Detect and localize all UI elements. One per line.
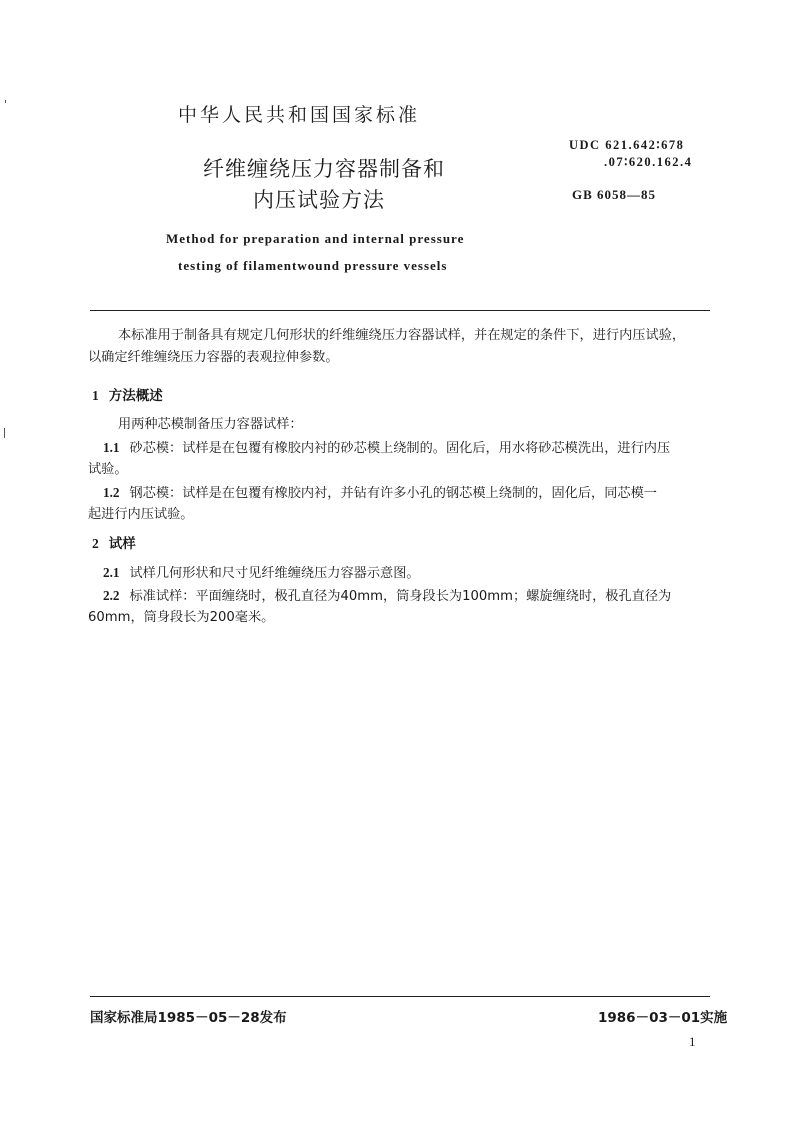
effective-date: 1986－03－01实施 bbox=[598, 1010, 728, 1026]
section-2-heading bbox=[92, 532, 136, 552]
item-1-2-line1 bbox=[103, 481, 657, 505]
section-1-lead: 用两种芯模制备压力容器试样： bbox=[118, 417, 303, 432]
page-number: 1 bbox=[689, 1034, 696, 1049]
item-1-1-line1 bbox=[103, 436, 670, 460]
intro-paragraph-line2: 以确定纤维缠绕压力容器的表观拉伸参数。 bbox=[88, 350, 339, 365]
item-1-2-text: 钢芯模：试样是在包覆有橡胶内衬，并钻有许多小孔的钢芯模上绕制的，固化后，同芯模一 bbox=[129, 486, 657, 501]
section-1-heading bbox=[92, 384, 163, 404]
intro-paragraph-line1: 本标准用于制备具有规定几何形状的纤维缠绕压力容器试样，并在规定的条件下，进行内压试验， bbox=[118, 328, 686, 343]
item-2-2-text: 标准试样：平面缠绕时，极孔直径为40mm，筒身段长为100mm；螺旋缠绕时，极孔直径为 bbox=[129, 589, 672, 604]
issue-date: 国家标准局1985－05－28发布 bbox=[90, 1010, 287, 1026]
item-2-1-line1 bbox=[103, 561, 420, 585]
footer-divider bbox=[90, 996, 710, 997]
english-title-line1: Method for preparation and internal pressure bbox=[166, 231, 465, 246]
document-title-line2: 内压试验方法 bbox=[253, 188, 385, 212]
gb-standard-number: GB 6058—85 bbox=[572, 187, 657, 202]
section-1-title: 方法概述 bbox=[108, 388, 163, 404]
item-1-2-number: 1.2 bbox=[103, 485, 120, 500]
udc-code-line1: UDC 621.642∶678 bbox=[569, 138, 685, 152]
item-2-1-number: 2.1 bbox=[103, 565, 120, 580]
item-2-2-line1 bbox=[103, 584, 671, 608]
section-2-title: 试样 bbox=[108, 536, 136, 552]
english-title-line2: testing of filamentwound pressure vessels bbox=[178, 258, 448, 273]
item-2-1-text: 试样几何形状和尺寸见纤维缠绕压力容器示意图。 bbox=[129, 566, 420, 581]
section-1-number: 1 bbox=[92, 388, 99, 403]
item-1-2-line2: 起进行内压试验。 bbox=[88, 507, 194, 522]
country-standard-label: 中华人民共和国国家标准 bbox=[178, 104, 421, 126]
header-divider bbox=[90, 310, 710, 311]
item-1-1-number: 1.1 bbox=[103, 440, 120, 455]
scan-mark bbox=[5, 100, 6, 103]
item-2-2-number: 2.2 bbox=[103, 588, 120, 603]
item-1-1-line2: 试验。 bbox=[88, 462, 128, 477]
item-2-2-line2: 60mm，筒身段长为200毫米。 bbox=[88, 610, 275, 625]
section-2-number: 2 bbox=[92, 536, 99, 551]
udc-code-line2: .07∶620.162.4 bbox=[604, 155, 693, 169]
document-title-line1: 纤维缠绕压力容器制备和 bbox=[203, 157, 445, 181]
scan-mark bbox=[4, 428, 5, 438]
item-1-1-text: 砂芯模：试样是在包覆有橡胶内衬的砂芯模上绕制的。固化后，用水将砂芯模洗出，进行内压 bbox=[129, 441, 671, 456]
